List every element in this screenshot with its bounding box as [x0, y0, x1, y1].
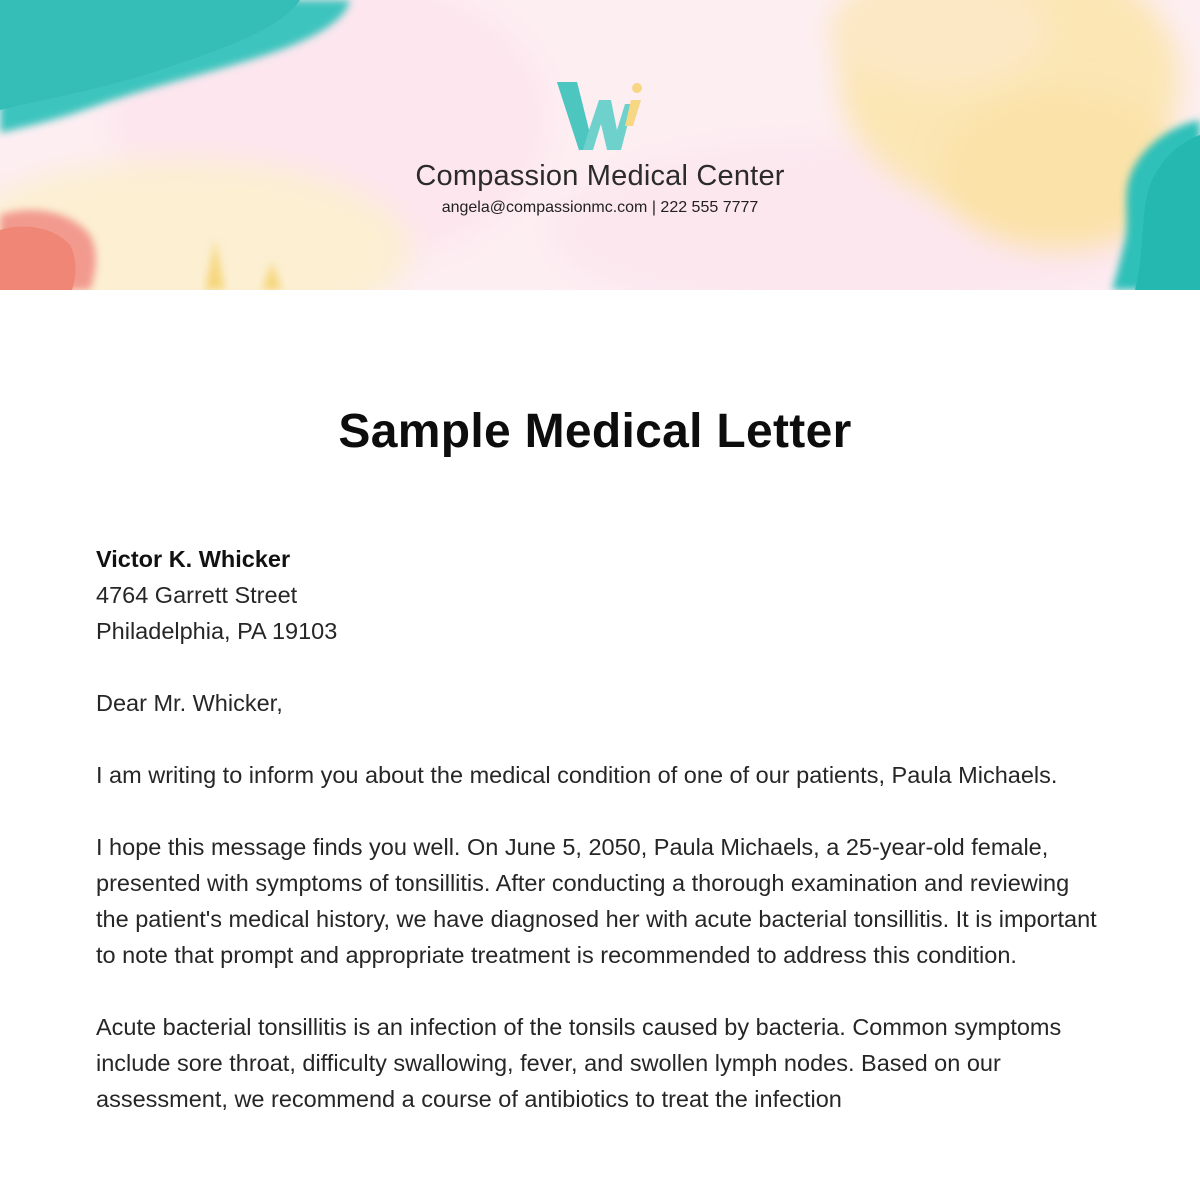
paragraph-treatment: Acute bacterial tonsillitis is an infection of the tonsils caused by bacteria. Common symptoms include sore throat, difficulty swallowing, fever, and swollen lymph nodes. Based on our assessment, we recommend a course of antibiotics to treat the infection	[96, 1014, 1062, 1112]
paragraph-intro: I am writing to inform you about the medical condition of one of our patients, Paula Michaels.	[96, 762, 1058, 788]
organization-name: Compassion Medical Center	[415, 160, 785, 192]
recipient-street: 4764 Garrett Street	[96, 582, 298, 608]
letterhead	[0, 0, 1200, 290]
recipient-city: Philadelphia, PA 19103	[96, 618, 338, 644]
letter-body	[96, 541, 1106, 1153]
recipient-address	[96, 541, 1106, 649]
document-title: Sample Medical Letter	[338, 405, 852, 458]
recipient-name: Victor K. Whicker	[96, 546, 291, 572]
organization-contact: angela@compassionmc.com | 222 555 7777	[441, 199, 759, 216]
paragraph-diagnosis: I hope this message finds you well. On June 5, 2050, Paula Michaels, a 25-year-old female, presented with symptoms of tonsillitis. After conducting a thorough examination and reviewing the patient's medical history, we have diagnosed her with acute bacterial tonsillitis. It is important to note that prompt and appropriate treatment is recommended to address this condition.	[96, 834, 1097, 968]
salutation: Dear Mr. Whicker,	[96, 690, 283, 716]
letterhead-brand	[0, 0, 1200, 290]
w-letter-logo-icon	[555, 78, 645, 154]
